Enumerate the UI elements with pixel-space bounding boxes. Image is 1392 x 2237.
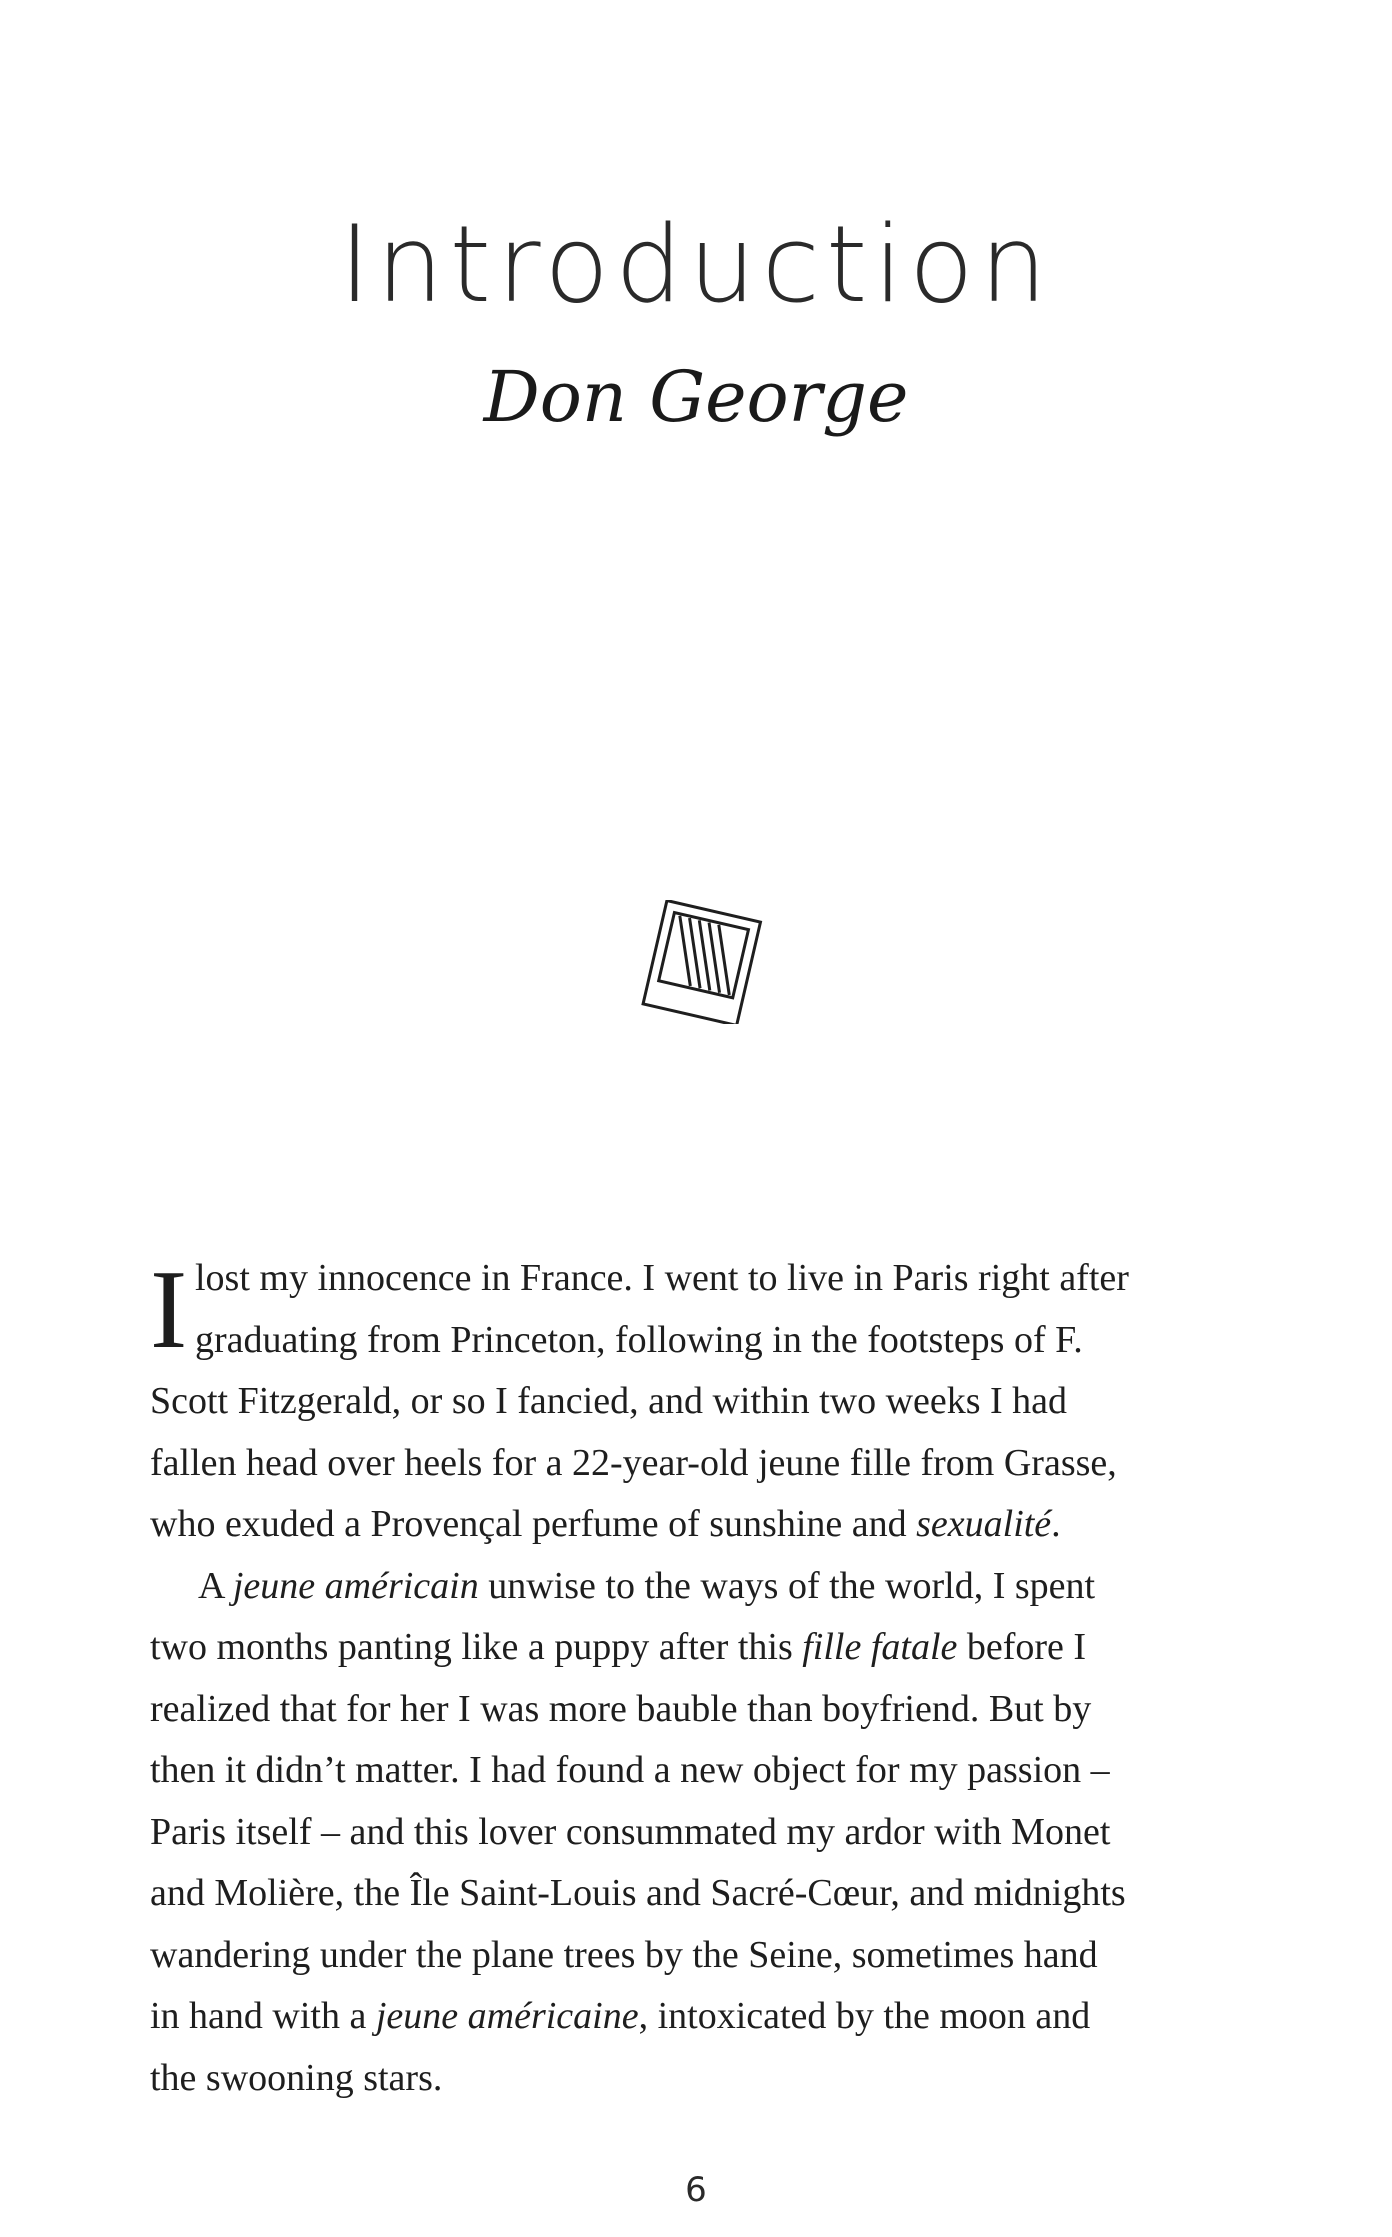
paragraph-2-line-6: and Molière, the Île Saint-Louis and Sacré-Cœur, and midnights xyxy=(150,1872,1126,1914)
text-run: two months panting like a puppy after this xyxy=(150,1626,803,1668)
paragraph-1-line-1: lost my innocence in France. I went to live in Paris right after xyxy=(195,1257,1129,1299)
text-run: who exuded a Provençal perfume of sunshine and xyxy=(150,1503,917,1545)
text-run: unwise to the ways of the world, I spent xyxy=(478,1564,1096,1607)
paragraph-2 xyxy=(150,1556,1270,2110)
paragraph-2-line-9: the swooning stars. xyxy=(150,2056,443,2099)
paragraph-1-line-4: fallen head over heels for a 22-year-old jeune fille from Grasse, xyxy=(150,1441,1117,1484)
page-number: 6 xyxy=(685,2170,707,2210)
paragraph-1-line-5 xyxy=(150,1494,1270,1556)
paragraph-2-line-8 xyxy=(150,1986,1270,2048)
paragraph-2-line-2 xyxy=(150,1617,1270,1679)
italic-text: jeune américaine xyxy=(375,1995,639,2037)
text-run: A xyxy=(198,1564,233,1607)
text-run: , intoxicated by the moon and xyxy=(638,1995,1091,2037)
body-text xyxy=(150,1248,1270,2109)
paragraph-2-line-3: realized that for her I was more bauble than boyfriend. But by xyxy=(150,1687,1092,1730)
chapter-author: Don George xyxy=(483,356,909,438)
paragraph-2-line-5: Paris itself – and this lover consummated my ardor with Monet xyxy=(150,1810,1111,1853)
text-run: . xyxy=(1051,1503,1061,1545)
text-run: in hand with a xyxy=(150,1995,376,2037)
paragraph-1-line-3: Scott Fitzgerald, or so I fancied, and within two weeks I had xyxy=(150,1380,1068,1422)
italic-text: sexualité xyxy=(916,1503,1052,1545)
italic-text: fille fatale xyxy=(802,1626,958,1668)
drop-cap: I xyxy=(150,1248,188,1372)
text-run: before I xyxy=(957,1626,1087,1668)
paragraph-2-line-7: wandering under the plane trees by the Seine, sometimes hand xyxy=(150,1933,1098,1976)
italic-text: jeune américain xyxy=(232,1564,479,1607)
paragraph-1 xyxy=(150,1248,1270,1556)
polaroid-photo-icon xyxy=(640,900,764,1024)
paragraph-2-line-4: then it didn’t matter. I had found a new object for my passion – xyxy=(150,1749,1110,1791)
paragraph-1-line-2: graduating from Princeton, following in the footsteps of F. xyxy=(195,1318,1083,1361)
paragraph-2-line-1 xyxy=(150,1556,1270,1618)
chapter-title: Introduction xyxy=(339,203,1053,326)
